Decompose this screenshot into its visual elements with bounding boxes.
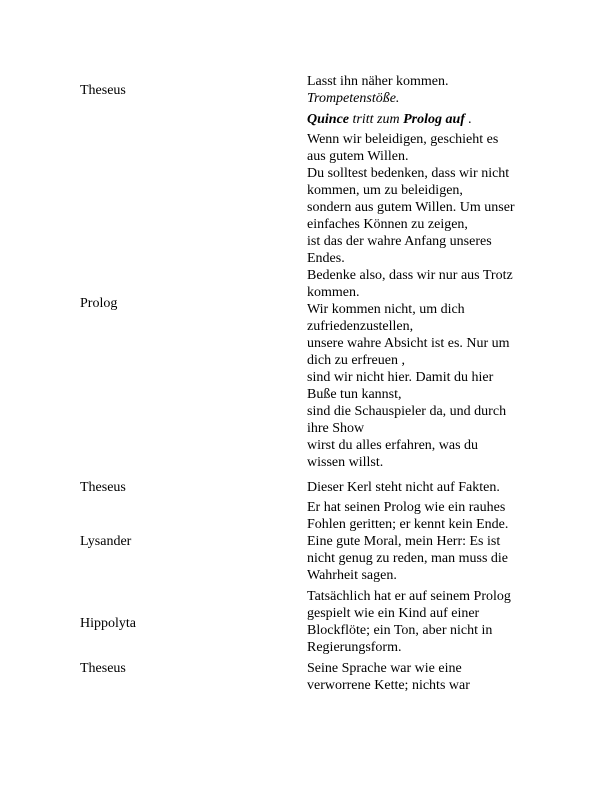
speech-line: Tatsächlich hat er auf seinem Prolog [307,589,511,604]
speech-line: dich zu erfreuen , [307,353,405,368]
speech-line: Eine gute Moral, mein Herr: Es ist [307,534,501,549]
stage-direction [307,111,537,128]
speech-line: zufriedenzustellen, [307,319,414,334]
speech-text [307,588,537,656]
direction-punctuation: . [464,112,472,127]
speech-line: Dieser Kerl steht nicht auf Fakten. [307,480,500,495]
speech-line: Lasst ihn näher kommen. [307,74,449,89]
speech-line: unsere wahre Absicht ist es. Nur um [307,336,510,351]
speech-text [307,73,537,107]
speech-line: Bedenke also, dass wir nur aus Trotz [307,268,513,283]
speaker-name: Lysander [80,534,132,549]
speech-line: Wenn wir beleidigen, geschieht es [307,132,499,147]
speech-line: Regierungsform. [307,640,402,655]
speech-text [307,499,537,584]
speech-line: Wahrheit sagen. [307,568,397,583]
speaker-name: Theseus [80,661,126,676]
speech-line: aus gutem Willen. [307,149,409,164]
speech-line: Er hat seinen Prolog wie ein rauhes [307,500,506,515]
speech-line: einfaches Können zu zeigen, [307,217,468,232]
speech-line: kommen. [307,285,360,300]
speech-line: Buße tun kannst, [307,387,402,402]
speech-line: sind wir nicht hier. Damit du hier [307,370,494,385]
speech-line: sind die Schauspieler da, und durch [307,404,507,419]
speech-line: Du solltest bedenken, dass wir nicht [307,166,510,181]
speech-line: Blockflöte; ein Ton, aber nicht in [307,623,493,638]
speech-line: Endes. [307,251,345,266]
speech-line: Fohlen geritten; er kennt kein Ende. [307,517,509,532]
speech-line: wirst du alles erfahren, was du [307,438,479,453]
speech-text [307,479,537,496]
speech-text [307,131,537,471]
speech-line: ihre Show [307,421,365,436]
stage-direction: Trompetenstöße. [307,91,400,106]
direction-prolog: Prolog auf [403,112,465,127]
speech-line: kommen, um zu beleidigen, [307,183,463,198]
speech-line: wissen willst. [307,455,384,470]
speech-line: nicht genug zu reden, man muss die [307,551,509,566]
speech-text [307,660,537,694]
speech-line: Wir kommen nicht, um dich [307,302,465,317]
speech-line: ist das der wahre Anfang unseres [307,234,492,249]
speaker-name: Theseus [80,83,126,98]
direction-text: tritt zum [349,112,404,127]
speech-line: Seine Sprache war wie eine [307,661,462,676]
speaker-name: Theseus [80,480,126,495]
speech-line: gespielt wie ein Kind auf einer [307,606,480,621]
character-name-quince: Quince [307,112,349,127]
speech-line: verworrene Kette; nichts war [307,678,470,693]
speaker-name: Hippolyta [80,616,136,631]
speech-line: sondern aus gutem Willen. Um unser [307,200,515,215]
speaker-name: Prolog [80,296,118,311]
